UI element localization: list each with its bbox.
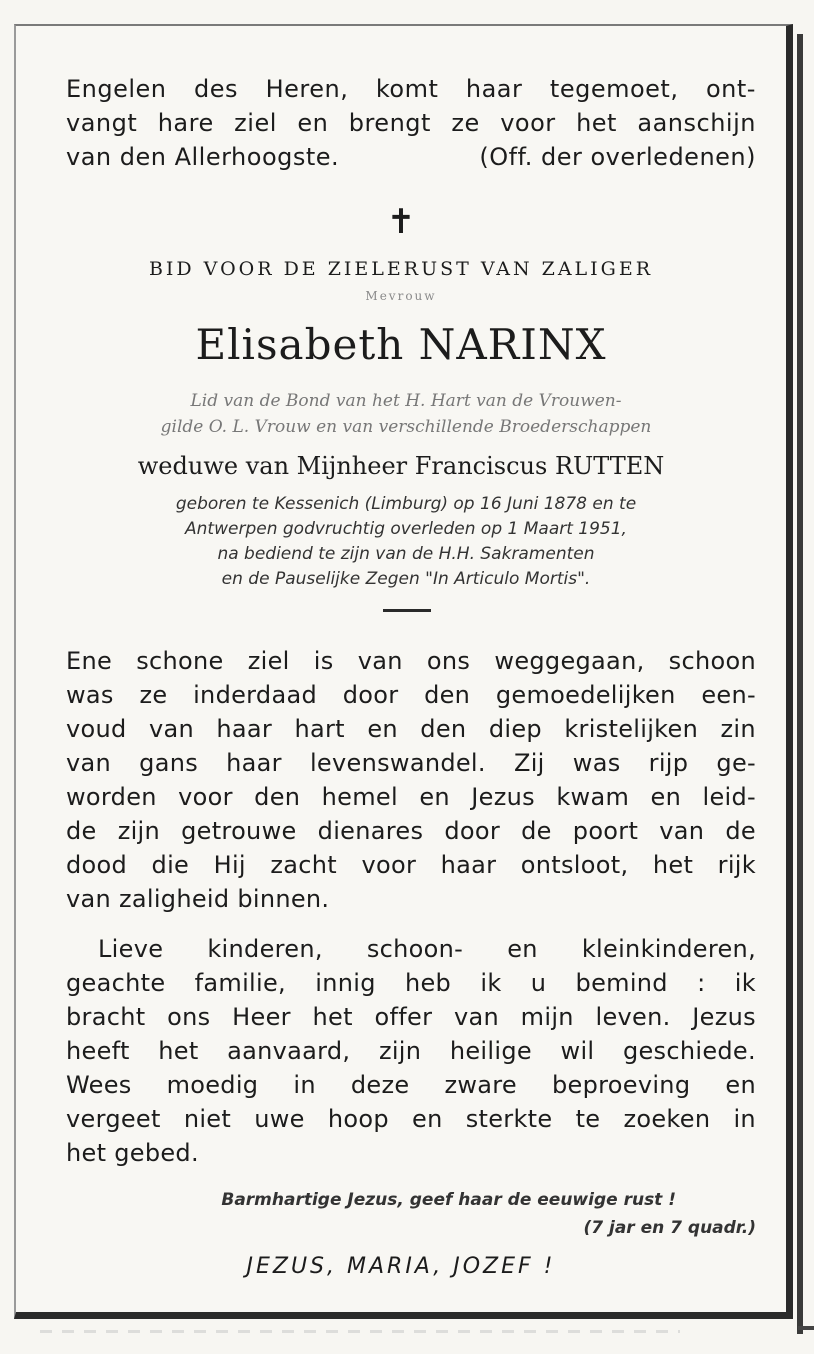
word: in	[293, 1071, 316, 1099]
cross-icon: ✝	[386, 202, 416, 242]
word: zacht	[270, 851, 337, 879]
word: mijn	[520, 1003, 574, 1031]
text-line	[66, 1136, 756, 1170]
word: van	[659, 817, 705, 845]
word: ontsloot,	[520, 851, 629, 879]
word: het	[576, 109, 617, 137]
prayer-header: BID VOOR DE ZIELERUST VAN ZALIGER	[148, 258, 654, 280]
section-divider	[383, 609, 431, 612]
word: het	[652, 851, 694, 879]
word: den	[420, 715, 467, 743]
indulgence-note: (7 jar en 7 quadr.)	[583, 1218, 756, 1238]
word: vangt	[66, 109, 138, 137]
word: schoon-	[366, 935, 464, 963]
edge-mark	[798, 1326, 814, 1330]
word: getrouwe	[181, 817, 297, 845]
text-line	[66, 882, 756, 916]
word: niet	[183, 1105, 232, 1133]
word: moedig	[166, 1071, 259, 1099]
membership-text	[76, 388, 736, 440]
word: des	[194, 75, 239, 103]
word: Hij	[213, 851, 246, 879]
word: die	[151, 851, 190, 879]
word: inderdaad	[193, 681, 318, 709]
word: zware	[444, 1071, 517, 1099]
word: voor	[500, 109, 556, 137]
verse-line	[66, 106, 756, 140]
text-line	[66, 1034, 756, 1068]
text-line	[66, 780, 756, 814]
word: de	[66, 817, 97, 845]
text-line	[66, 1068, 756, 1102]
word: van den Allerhoogste.	[66, 143, 340, 171]
card-edge-shadow	[797, 34, 803, 1334]
word: kristelijken	[564, 715, 699, 743]
word: kwam	[556, 783, 630, 811]
word: voud	[66, 715, 127, 743]
word: hare	[157, 109, 214, 137]
word: door	[342, 681, 399, 709]
word: Engelen	[66, 75, 167, 103]
word: rijp	[648, 749, 689, 777]
word: het	[312, 1003, 353, 1031]
membership-line: Lid van de Bond van het H. Hart van de Vrouwen-	[190, 391, 622, 411]
biography-line: Antwerpen godvruchtig overleden op 1 Maart 1951,	[185, 519, 627, 539]
word: hoop	[327, 1105, 389, 1133]
text-line	[66, 644, 756, 678]
word: van	[453, 1003, 499, 1031]
word: ik	[734, 969, 756, 997]
word: worden	[66, 783, 157, 811]
word: Wees	[66, 1071, 132, 1099]
text-line	[66, 848, 756, 882]
word: u	[530, 969, 547, 997]
word: ziel	[247, 647, 290, 675]
word: te	[575, 1105, 601, 1133]
closing-prayer: Barmhartige Jezus, geef haar de eeuwige rust !	[221, 1190, 676, 1210]
text-line	[66, 712, 756, 746]
invocation: JEZUS, MARIA, JOZEF !	[246, 1254, 556, 1279]
word: en	[419, 783, 450, 811]
word: poort	[572, 817, 639, 845]
word: beproeving	[552, 1071, 691, 1099]
word: geschiede.	[622, 1037, 756, 1065]
word: haar	[216, 715, 273, 743]
word: en	[367, 715, 398, 743]
word: van	[148, 715, 194, 743]
word: schoon	[668, 647, 756, 675]
word: wil	[560, 1037, 595, 1065]
word: rijk	[717, 851, 756, 879]
biography-line: en de Pauselijke Zegen "In Articulo Mortis".	[221, 569, 591, 589]
word: en	[650, 783, 682, 811]
word: Heer	[232, 1003, 291, 1031]
word: door	[444, 817, 501, 845]
word: was	[66, 681, 114, 709]
word: leven.	[595, 1003, 671, 1031]
word: familie,	[194, 969, 286, 997]
word: voor	[361, 851, 417, 879]
memorial-card	[14, 24, 793, 1319]
word: van	[66, 749, 112, 777]
word: gans	[139, 749, 199, 777]
word: is	[313, 647, 334, 675]
word: en	[507, 935, 538, 963]
word: brengt	[348, 109, 431, 137]
word: heeft	[66, 1037, 130, 1065]
word: ons	[426, 647, 471, 675]
word: aanschijn	[637, 109, 756, 137]
word: sterkte	[465, 1105, 553, 1133]
word: ze	[451, 109, 480, 137]
word: den	[424, 681, 471, 709]
memorial-paragraph-two	[66, 932, 756, 1170]
word: zijn	[117, 817, 161, 845]
word: de	[725, 817, 756, 845]
word: was	[572, 749, 621, 777]
word: bracht	[66, 1003, 146, 1031]
text-line	[66, 678, 756, 712]
word: heb	[404, 969, 452, 997]
word: dienares	[317, 817, 424, 845]
word: in	[733, 1105, 756, 1133]
word: bemind	[575, 969, 668, 997]
word: komt	[375, 75, 439, 103]
word: offer	[374, 1003, 433, 1031]
word: gemoedelijken	[495, 681, 676, 709]
word: ge-	[716, 749, 756, 777]
word: een-	[701, 681, 756, 709]
word: weggegaan,	[494, 647, 645, 675]
scan-noise	[40, 1330, 680, 1333]
word: het gebed.	[66, 1139, 199, 1167]
biography-text	[76, 492, 736, 592]
word: ons	[167, 1003, 211, 1031]
word: dood	[66, 851, 128, 879]
word: Jezus	[692, 1003, 756, 1031]
word: den	[254, 783, 301, 811]
word: :	[697, 969, 706, 997]
word: uwe	[254, 1105, 305, 1133]
word: Heren,	[265, 75, 349, 103]
word: leid-	[702, 783, 756, 811]
memorial-paragraph-one	[66, 644, 756, 916]
word: (Off. der overledenen)	[479, 143, 756, 171]
word: van zaligheid binnen.	[66, 885, 330, 913]
word: haar	[465, 75, 523, 103]
opening-verse	[66, 72, 756, 174]
text-line	[66, 1102, 756, 1136]
word: ont-	[705, 75, 756, 103]
word: kleinkinderen,	[581, 935, 756, 963]
membership-line: gilde O. L. Vrouw en van verschillende Broederschappen	[160, 417, 652, 437]
word: Lieve	[98, 935, 164, 963]
word: ziel	[234, 109, 277, 137]
word: kinderen,	[207, 935, 323, 963]
text-line	[66, 814, 756, 848]
biography-line: geboren te Kessenich (Limburg) op 16 Juni 1878 en te	[175, 494, 637, 514]
word: haar	[226, 749, 282, 777]
text-line	[66, 1000, 756, 1034]
biography-line: na bediend te zijn van de H.H. Sakramenten	[217, 544, 595, 564]
word: haar	[440, 851, 497, 879]
word: geachte	[66, 969, 166, 997]
word: ik	[480, 969, 502, 997]
text-line	[66, 746, 756, 780]
word: van	[357, 647, 403, 675]
word: levenswandel.	[309, 749, 486, 777]
word: hemel	[321, 783, 398, 811]
verse-line	[66, 72, 756, 106]
word: het	[158, 1037, 199, 1065]
word: zoeken	[623, 1105, 711, 1133]
card-content	[16, 26, 786, 1312]
word: Zij	[513, 749, 545, 777]
word: zijn	[378, 1037, 422, 1065]
word: aanvaard,	[227, 1037, 351, 1065]
word: Ene	[66, 647, 113, 675]
word: ze	[139, 681, 168, 709]
text-line	[66, 932, 756, 966]
word: de	[521, 817, 552, 845]
word: vergeet	[66, 1105, 161, 1133]
word: innig	[315, 969, 376, 997]
word: en	[297, 109, 329, 137]
word: hart	[294, 715, 345, 743]
word: deze	[350, 1071, 410, 1099]
word: voor	[178, 783, 233, 811]
word: en	[725, 1071, 756, 1099]
deceased-name: Elisabeth NARINX	[195, 320, 607, 369]
word: en	[412, 1105, 443, 1133]
widow-line: weduwe van Mijnheer Franciscus RUTTEN	[137, 452, 665, 480]
word: Jezus	[471, 783, 535, 811]
word: schone	[136, 647, 224, 675]
word: heilige	[449, 1037, 532, 1065]
text-line	[66, 966, 756, 1000]
verse-line	[66, 140, 756, 174]
word: tegemoet,	[549, 75, 679, 103]
word: zin	[720, 715, 756, 743]
word: diep	[488, 715, 542, 743]
honorific: Mevrouw	[365, 289, 437, 303]
